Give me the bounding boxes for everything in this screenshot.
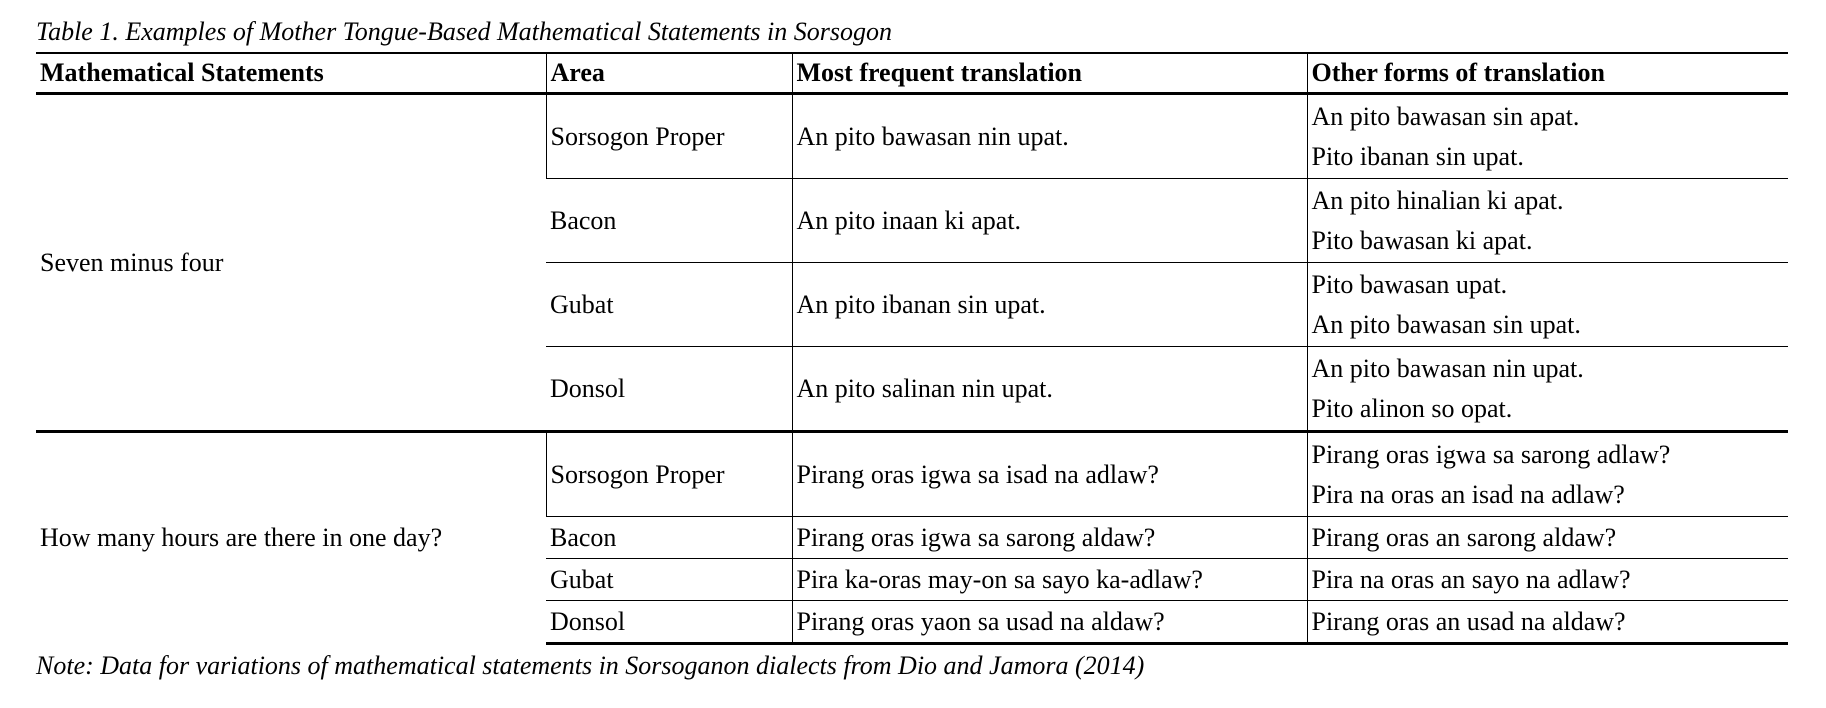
other-translation: Pira na oras an isad na adlaw?: [1311, 479, 1625, 509]
other-translation: Pito bawasan upat.: [1311, 269, 1508, 299]
statement-cell: How many hours are there in one day?: [36, 432, 546, 644]
other-translation: An pito bawasan nin upat.: [1311, 353, 1584, 383]
frequent-cell: Pirang oras igwa sa isad na adlaw?: [792, 432, 1307, 517]
other-cell: Pirang oras an usad na aldaw?: [1307, 601, 1788, 644]
frequent-cell: An pito bawasan nin upat.: [792, 94, 1307, 179]
translation-table: [36, 52, 1788, 645]
frequent-cell: Pirang oras igwa sa sarong aldaw?: [792, 517, 1307, 559]
other-translation: An pito hinalian ki apat.: [1311, 185, 1564, 215]
area-cell: Donsol: [546, 347, 792, 432]
area-cell: Donsol: [546, 601, 792, 644]
other-cell: Pirang oras an sarong aldaw?: [1307, 517, 1788, 559]
other-translation: Pito bawasan ki apat.: [1311, 225, 1533, 255]
statement-cell: Seven minus four: [40, 247, 224, 277]
area-cell: Bacon: [546, 179, 792, 263]
area-cell: Gubat: [546, 263, 792, 347]
other-translation: Pito alinon so opat.: [1311, 393, 1513, 423]
other-translation: An pito bawasan sin upat.: [1311, 309, 1581, 339]
frequent-cell: Pira ka-oras may-on sa sayo ka-adlaw?: [792, 559, 1307, 601]
area-cell: Gubat: [546, 559, 792, 601]
other-cell: [1307, 432, 1788, 517]
header-other: Other forms of translation: [1307, 53, 1788, 94]
other-translation: An pito bawasan sin apat.: [1311, 101, 1580, 131]
header-frequent: Most frequent translation: [792, 53, 1307, 94]
other-translation: Pito ibanan sin upat.: [1311, 141, 1524, 171]
table-row: [36, 94, 1788, 179]
header-statement: Mathematical Statements: [36, 53, 546, 94]
other-cell: [1307, 179, 1788, 263]
frequent-cell: An pito ibanan sin upat.: [792, 263, 1307, 347]
frequent-cell: An pito inaan ki apat.: [792, 179, 1307, 263]
other-cell: [1307, 263, 1788, 347]
header-area: Area: [546, 53, 792, 94]
table-figure: [36, 14, 1788, 685]
area-cell: Sorsogon Proper: [546, 94, 792, 179]
other-cell: Pira na oras an sayo na adlaw?: [1307, 559, 1788, 601]
frequent-cell: An pito salinan nin upat.: [792, 347, 1307, 432]
other-cell: [1307, 347, 1788, 432]
other-cell: [1307, 94, 1788, 179]
header-row: [36, 53, 1788, 94]
other-translation: Pirang oras igwa sa sarong adlaw?: [1311, 439, 1671, 469]
area-cell: Bacon: [546, 517, 792, 559]
table-caption: Table 1. Examples of Mother Tongue-Based Mathematical Statements in Sorsogon: [36, 17, 893, 46]
table-row: [36, 432, 1788, 517]
frequent-cell: Pirang oras yaon sa usad na aldaw?: [792, 601, 1307, 644]
table-note: Note: Data for variations of mathematical statements in Sorsoganon dialects from Dio and Jamora (2014): [36, 651, 1145, 680]
area-cell: Sorsogon Proper: [546, 432, 792, 517]
